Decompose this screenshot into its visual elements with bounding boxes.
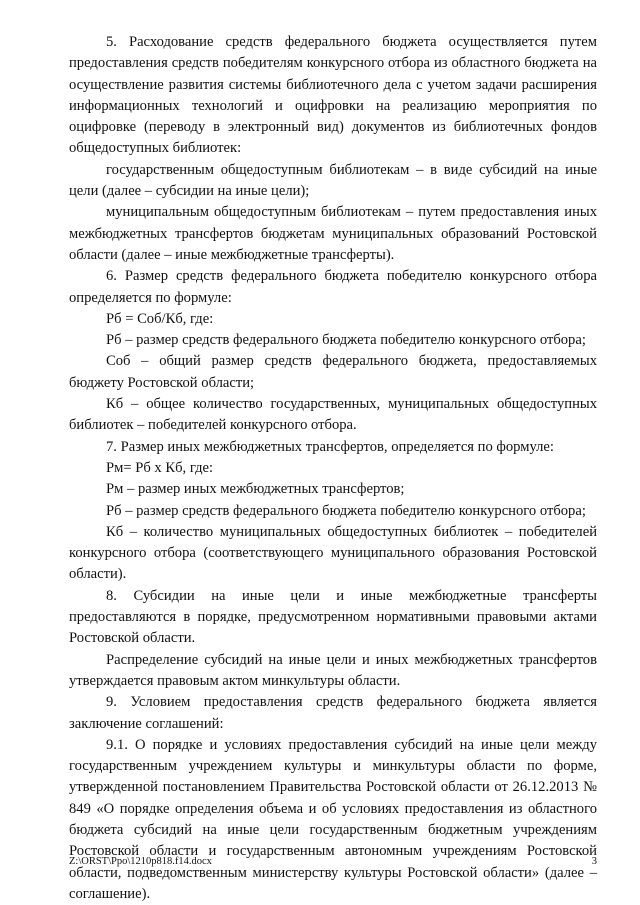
- formula-rb: Рб = Соб/Кб, где:: [106, 310, 214, 327]
- page-number: 3: [591, 856, 597, 867]
- paragraph-5-state-libraries: государственным общедоступным библиотекам – в виде субсидий на иные цели (далее – субсидии на иные цели);: [69, 161, 597, 200]
- paragraph-5-municipal-libraries: муниципальным общедоступным библиотекам – путем предоставления иных межбюджетных трансфертов бюджетам муниципальных образований Ростовской области (далее – иные межбюджетные трансферты).: [69, 204, 597, 263]
- paragraph-9: 9. Условием предоставления средств федерального бюджета является заключение соглашений:: [69, 694, 597, 732]
- definition-kb: Кб – общее количество государственных, муниципальных общедоступных библиотек – победителей конкурсного отбора.: [69, 396, 597, 434]
- definition-rb-2: Рб – размер средств федерального бюджета победителю конкурсного отбора;: [106, 502, 586, 519]
- definition-kb-2: Кб – количество муниципальных общедоступных библиотек – победителей конкурсного отбора (соответствующего муниципального образования Ростовской области).: [69, 523, 597, 583]
- definition-sob: Соб – общий размер средств федерального бюджета, предоставляемых бюджету Ростовской области;: [69, 353, 597, 391]
- paragraph-5: 5. Расходование средств федерального бюджета осуществляется путем предоставления средств победителям конкурсного отбора из областного бюджета на осуществление развития системы библиотечного дела с учетом задачи расширения информационных технологий и оцифровки на реализацию мероприятия по оцифровке (переводу в электронный вид) документов из библиотечных фондов общедоступных библиотек:: [69, 34, 597, 157]
- definition-rb: Рб – размер средств федерального бюджета победителю конкурсного отбора;: [106, 332, 586, 349]
- definition-rm: Рм – размер иных межбюджетных трансфертов;: [106, 481, 405, 498]
- paragraph-7: 7. Размер иных межбюджетных трансфертов, определяется по формуле:: [106, 438, 554, 455]
- paragraph-8: 8. Субсидии на иные цели и иные межбюджетные трансферты предоставляются в порядке, предусмотренном нормативными правовыми актами Ростовской области.: [69, 587, 597, 647]
- paragraph-8-distribution: Распределение субсидий на иные цели и иных межбюджетных трансфертов утверждается правовым актом минкультуры области.: [69, 651, 597, 689]
- footer-file-path: Z:\ORST\Ppo\1210p818.f14.docx: [69, 856, 212, 867]
- document-body: [69, 32, 597, 905]
- formula-rm: Рм= Рб х Кб, где:: [106, 459, 214, 476]
- paragraph-6: 6. Размер средств федерального бюджета победителю конкурсного отбора определяется по формуле:: [69, 268, 597, 306]
- paragraph-9-1: 9.1. О порядке и условиях предоставления субсидий на иные цели между государственным учреждением культуры и минкультуры области по форме, утвержденной постановлением Правительства Ростовской области от 26.12.2013 № 849 «О порядке определения объема и об условиях предоставления из областного бюджета субсидий на иные цели государственным бюджетным учреждениям Ростовской области и государственным автономным учреждениям Ростовской области, подведомственным министерству культуры Ростовской области» (далее – соглашение).: [69, 736, 597, 902]
